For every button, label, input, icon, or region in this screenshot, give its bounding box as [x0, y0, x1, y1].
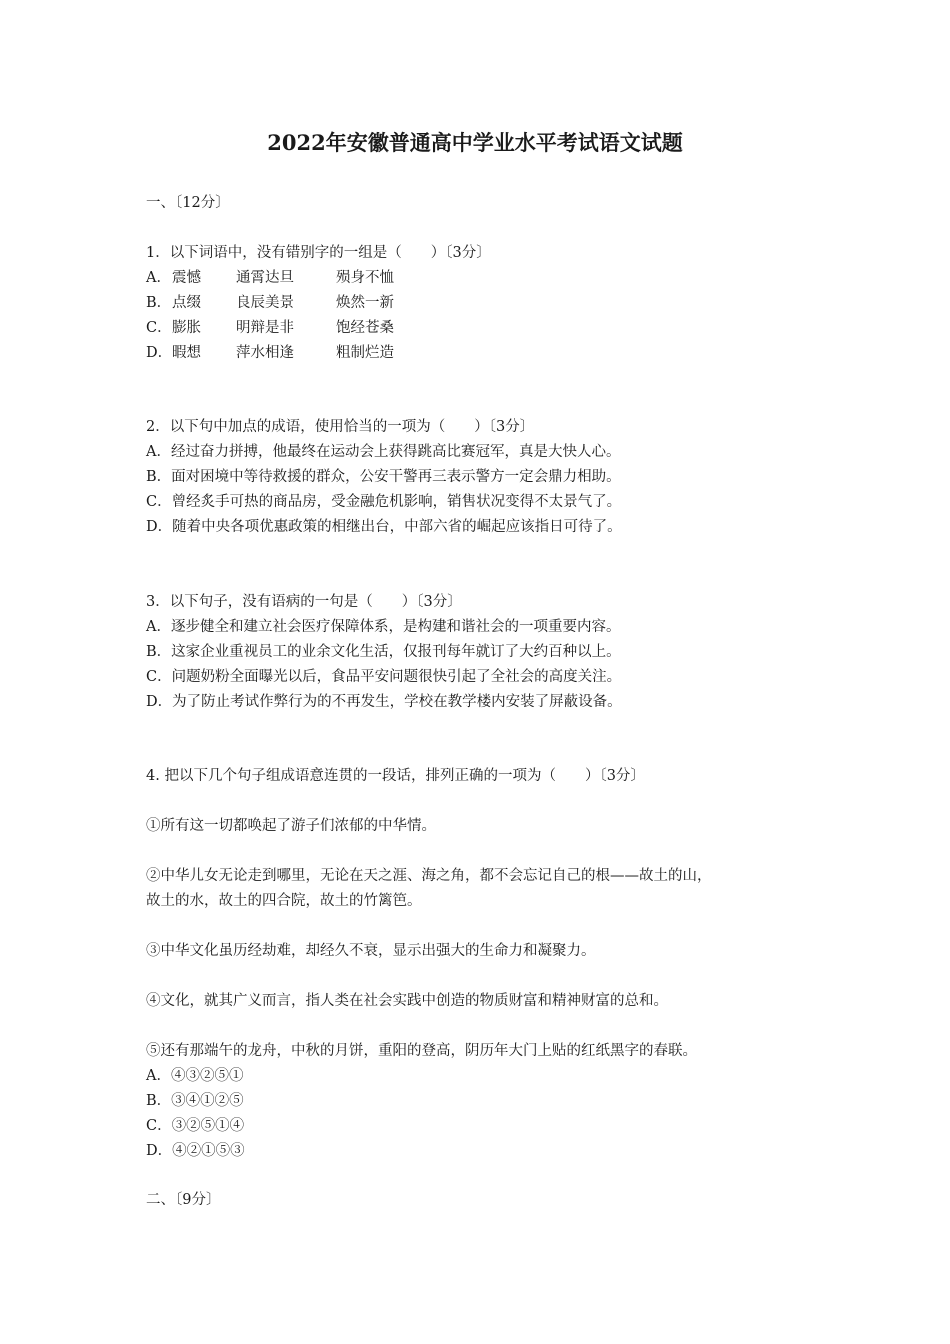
q4-option-b: B．③④①②⑤ [146, 1093, 244, 1109]
q1-option-d-letter: D． [146, 345, 173, 361]
q4-sentence-3: ③中华文化虽历经劫难，却经久不衰，显示出强大的生命力和凝聚力。 [146, 943, 596, 959]
section-2-heading: 二、〔9分〕 [146, 1192, 221, 1208]
q4-sentence-2-line-2: 故土的水，故土的四合院，故土的竹篱笆。 [146, 893, 422, 909]
q2-option-b: B．面对困境中等待救援的群众，公安干警再三表示警方一定会鼎力相助。 [146, 469, 621, 485]
q1-option-d-word-1: 暇想 [172, 345, 201, 361]
q4-sentence-5: ⑤还有那端午的龙舟，中秋的月饼，重阳的登高，阴历年大门上贴的红纸黑字的春联。 [146, 1043, 697, 1059]
q4-option-d: D．④②①⑤③ [146, 1143, 245, 1159]
q1-option-b-letter: B． [146, 295, 172, 311]
q1-option-d-word-2: 萍水相逢 [236, 345, 294, 361]
q4-option-c: C．③②⑤①④ [146, 1118, 245, 1134]
q4-option-a: A．④③②⑤① [146, 1068, 244, 1084]
q3-option-d: D．为了防止考试作弊行为的不再发生，学校在教学楼内安装了屏蔽设备。 [146, 694, 622, 710]
q3-option-a: A．逐步健全和建立社会医疗保障体系，是构建和谐社会的一项重要内容。 [146, 619, 621, 635]
q1-option-c-word-2: 明辩是非 [236, 320, 294, 336]
q3-option-c: C．问题奶粉全面曝光以后，食品平安问题很快引起了全社会的高度关注。 [146, 669, 622, 685]
q1-option-a-word-2: 通霄达旦 [236, 270, 294, 286]
q2-option-c: C．曾经炙手可热的商品房，受金融危机影响，销售状况变得不太景气了。 [146, 494, 622, 510]
q2-option-d: D．随着中央各项优惠政策的相继出台，中部六省的崛起应该指日可待了。 [146, 519, 622, 535]
q4-sentence-1: ①所有这一切都唤起了游子们浓郁的中华情。 [146, 818, 436, 834]
q1-option-b-word-3: 焕然一新 [336, 295, 394, 311]
q1-option-a-word-1: 震憾 [172, 270, 201, 286]
q1-stem: 1．以下词语中，没有错别字的一组是（ ）〔3分〕 [146, 245, 491, 261]
q1-option-b-word-1: 点缀 [172, 295, 201, 311]
q1-option-a-letter: A． [146, 270, 171, 286]
q3-stem: 3．以下句子，没有语病的一句是（ ）〔3分〕 [146, 594, 462, 610]
q1-option-b-word-2: 良辰美景 [236, 295, 294, 311]
q4-sentence-2-line-1: ②中华儿女无论走到哪里，无论在天之涯、海之角，都不会忘记自己的根——故土的山， [146, 868, 712, 884]
q1-option-c-letter: C． [146, 320, 172, 336]
q1-option-d-word-3: 粗制烂造 [336, 345, 394, 361]
section-1-heading: 一、〔12分〕 [146, 195, 230, 211]
q2-stem: 2．以下句中加点的成语，使用恰当的一项为（ ）〔3分〕 [146, 419, 535, 435]
q4-sentence-4: ④文化，就其广义而言，指人类在社会实践中创造的物质财富和精神财富的总和。 [146, 993, 668, 1009]
q2-option-a: A．经过奋力拼搏，他最终在运动会上获得跳高比赛冠军，真是大快人心。 [146, 444, 621, 460]
q3-option-b: B．这家企业重视员工的业余文化生活，仅报刊每年就订了大约百种以上。 [146, 644, 621, 660]
q4-stem: 4. 把以下几个句子组成语意连贯的一段话，排列正确的一项为（ ）〔3分〕 [146, 768, 645, 784]
q1-option-c-word-3: 饱经苍桑 [336, 320, 394, 336]
q1-option-c-word-1: 膨胀 [172, 320, 201, 336]
page-title: 2022年安徽普通高中学业水平考试语文试题 [267, 130, 683, 155]
q1-option-a-word-3: 殒身不恤 [336, 270, 394, 286]
